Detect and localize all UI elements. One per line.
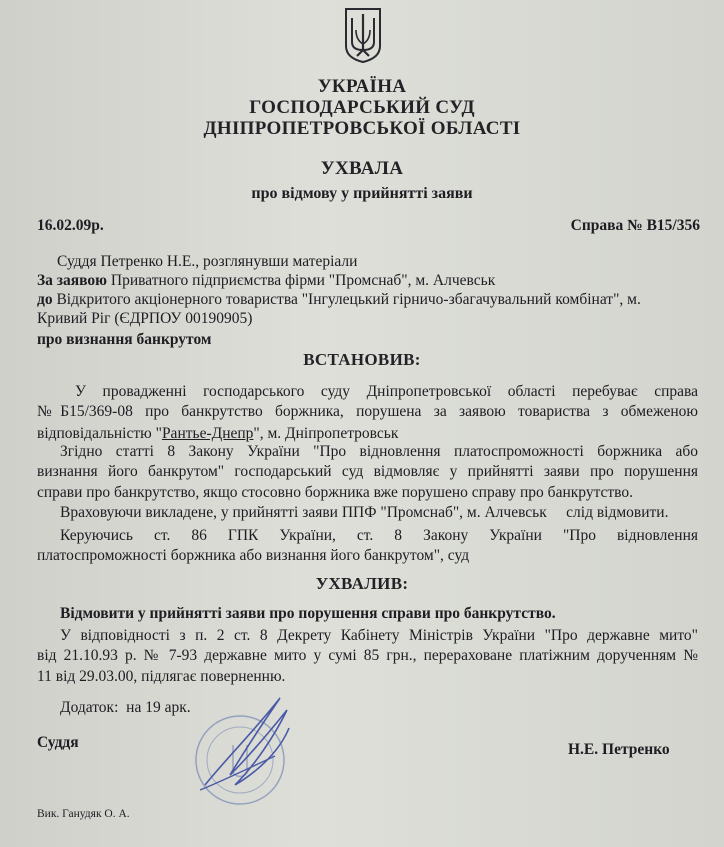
established-p3-line1: Враховуючи викладене, у прийнятті заяви ППФ "Промснаб", м. Алчевськ слід відмовити.: [60, 504, 669, 521]
header-country: УКРАЇНА: [317, 76, 407, 97]
parties-debtor-line: [37, 290, 641, 309]
established-p2-line2: визнання його банкрутом" господарський суд відмовляє у прийнятті заяви про порушення: [37, 463, 698, 480]
resolution-line2: від 21.10.93 р. № 7-93 державне мито у сумі 85 грн., перераховане платіжним дорученням №: [37, 647, 698, 664]
established-p4-line2: платоспроможності боржника або визнання його банкрутом", суд: [37, 547, 470, 564]
document-subtitle: про відмову у прийнятті заяви: [251, 185, 473, 202]
executor-note: Вик. Ганудяк О. А.: [37, 808, 130, 820]
established-p1-line3: [37, 424, 398, 443]
debtor-label: до: [37, 291, 53, 308]
company-name-underlined: Рантье-Днепр: [161, 425, 254, 442]
resolution-line1: У відповідності з п. 2 ст. 8 Декрету Кабінету Міністрів України "Про державне мито": [60, 627, 698, 644]
resolution-line3: 11 від 29.03.00, підлягає поверненню.: [37, 668, 286, 685]
court-stamp-and-signature: [185, 690, 325, 805]
parties-debtor-city: Кривий Ріг (ЄДРПОУ 00190905): [37, 310, 253, 327]
established-p2-line1: Згідно статті 8 Закону України "Про відновлення платоспроможності боржника або: [60, 443, 698, 460]
parties-applicant-line: [37, 271, 495, 290]
p1-line3-start: відповідальністю ": [37, 425, 162, 442]
trident-emblem-icon: [342, 6, 384, 64]
applicant-text: Приватного підприємства фірми "Промснаб", м. Алчевськ: [107, 272, 496, 289]
resolution-refusal: Відмовити у прийнятті заяви про порушення справи про банкрутство.: [60, 605, 556, 622]
header-region: ДНІПРОПЕТРОВСЬКОЇ ОБЛАСТІ: [203, 118, 521, 139]
document-date: 16.02.09р.: [37, 217, 104, 234]
parties-judge-line: Суддя Петренко Н.Е., розглянувши матеріали: [57, 253, 358, 270]
established-p4-line1: Керуючись ст. 86 ГПК України, ст. 8 Закону України "Про відновлення: [60, 527, 698, 544]
case-subject: про визнання банкрутом: [37, 331, 212, 348]
document-title: УХВАЛА: [320, 158, 404, 179]
applicant-label: За заявою: [37, 272, 108, 289]
established-p1-line1: У провадженні господарського суду Дніпропетровської області перебуває справа: [75, 383, 698, 400]
case-number: Справа № В15/356: [570, 217, 700, 234]
section-established-title: ВСТАНОВИВ:: [303, 350, 421, 369]
p1-line3-end: ", м. Дніпропетровськ: [253, 425, 399, 442]
header-court: ГОСПОДАРСЬКИЙ СУД: [249, 97, 475, 118]
judge-name: Н.Е. Петренко: [568, 741, 670, 758]
judge-label: Суддя: [37, 734, 79, 751]
established-p2-line3: справи про банкрутство, якщо стосовно боржника вже порушено справу про банкрутство.: [37, 484, 634, 501]
debtor-text: Відкритого акціонерного товариства "Інгулецький гірничо-збагачувальний комбінат", м.: [52, 291, 641, 308]
attachment-note: Додаток: на 19 арк.: [60, 699, 191, 716]
section-resolved-title: УХВАЛИВ:: [315, 574, 409, 593]
established-p1-line2: №Б15/369-08 про банкрутство боржника, порушена за заявою товариства з обмеженою: [37, 403, 698, 420]
